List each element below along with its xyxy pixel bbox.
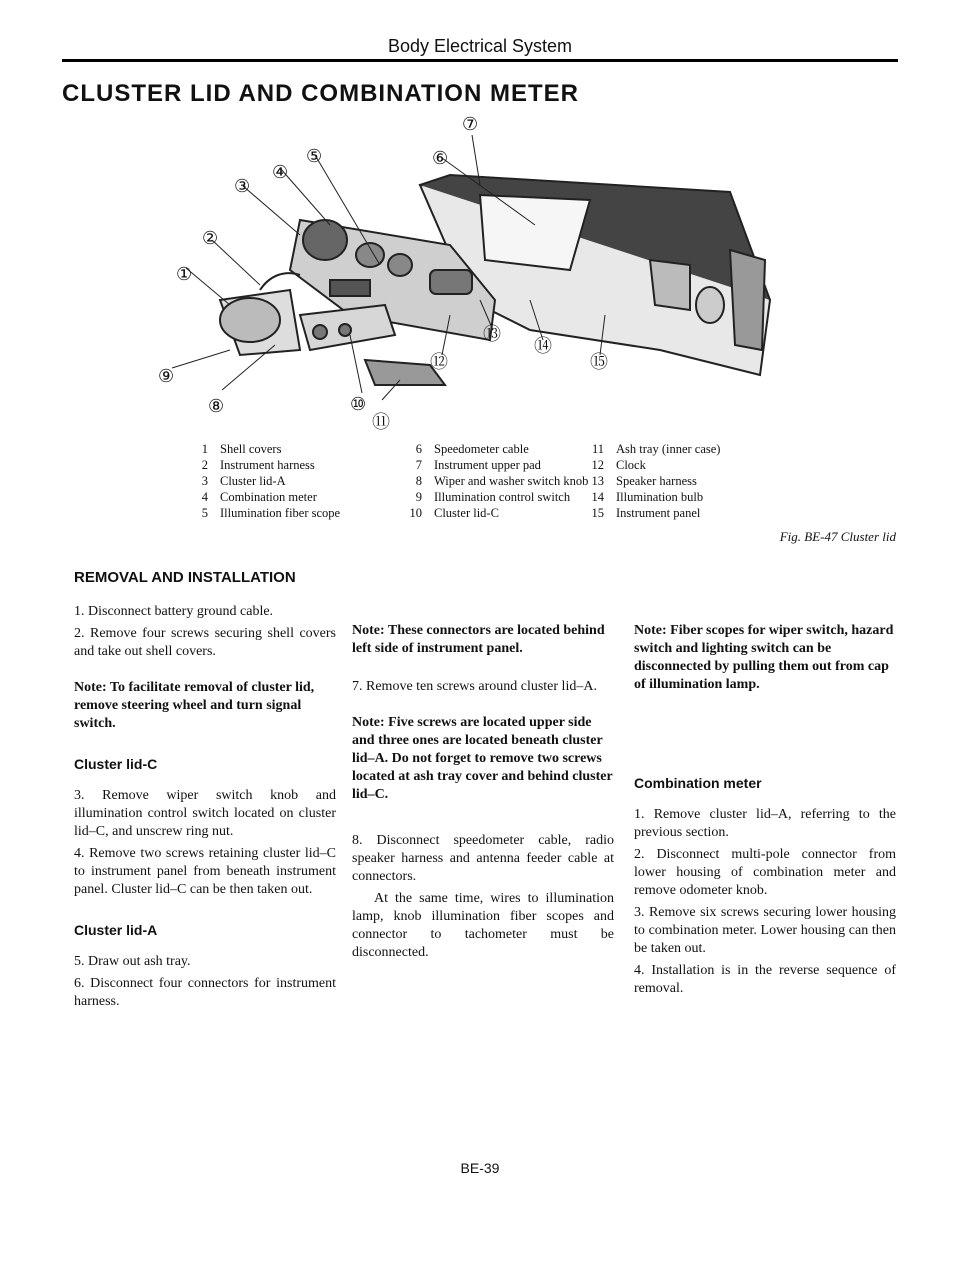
step-1: 1. Disconnect battery ground cable.: [74, 604, 274, 619]
legend-column-3: [582, 441, 720, 521]
running-header: Body Electrical System: [387, 36, 573, 56]
figure-caption: Fig. BE-47 Cluster lid: [779, 529, 896, 544]
legend-column-1: [186, 441, 340, 521]
legend-item: 8 Wiper and washer switch knob: [415, 474, 589, 488]
step-1: 1. Remove cluster lid–A, referring to the previous section.: [634, 807, 896, 840]
step-4: 4. Remove two screws retaining cluster lid–C to instrument panel from beneath instrument panel. Cluster lid–C can be then taken out.: [74, 846, 336, 897]
legend-column-2: [400, 441, 588, 521]
legend-item: 5 Illumination fiber scope: [201, 506, 341, 520]
step-2: 2. Disconnect multi-pole connector from lower housing of combination meter and remove odometer knob.: [634, 847, 896, 898]
note: Note: Fiber scopes for wiper switch, hazard switch and lighting switch can be disconnected by pulling them out from cap of illumination lamp.: [634, 623, 894, 692]
text-column-3: [634, 622, 896, 1002]
text-column-1: [74, 568, 336, 1015]
legend-item: 11 Ash tray (inner case): [591, 442, 721, 456]
note: Note: Five screws are located upper side and three ones are located beneath cluster lid–A. Do not forget to remove two screws located at ash tray cover and behind cluster lid–C.: [352, 715, 613, 802]
legend-item: 10 Cluster lid-C: [409, 506, 499, 520]
callout-6: ⑥: [432, 148, 449, 169]
legend-item: 2 Instrument harness: [201, 458, 315, 472]
legend-item: 6 Speedometer cable: [415, 442, 529, 456]
callout-4: ④: [272, 162, 289, 183]
step-6: 6. Disconnect four connectors for instrument harness.: [74, 976, 336, 1009]
callout-14: ⑭: [534, 336, 552, 357]
legend-item: 15 Instrument panel: [591, 506, 701, 520]
step-3: 3. Remove six screws securing lower housing to combination meter. Lower housing can then be taken out.: [634, 905, 896, 956]
cluster-lid-c-drawing: [300, 305, 395, 350]
text-column-2: [352, 622, 614, 966]
shell-covers-drawing: [220, 273, 300, 355]
legend-item: 1 Shell covers: [201, 442, 282, 456]
step-7: 7. Remove ten screws around cluster lid–A.: [352, 679, 597, 694]
callout-13: ⑬: [483, 324, 501, 345]
step-3: 3. Remove wiper switch knob and illumination control switch located on cluster lid–C, and unscrew ring nut.: [74, 788, 336, 839]
legend-item: 3 Cluster lid-A: [201, 474, 286, 488]
subsection-heading: Combination meter: [634, 775, 762, 791]
callout-5: ⑤: [306, 146, 323, 167]
legend-item: 14 Illumination bulb: [591, 490, 704, 504]
header-rule: [62, 59, 898, 62]
callout-1: ①: [176, 264, 193, 285]
callout-10: ⑩: [350, 394, 367, 415]
legend-item: 13 Speaker harness: [591, 474, 697, 488]
step-8: 8. Disconnect speedometer cable, radio speaker harness and antenna feeder cable at connectors.: [352, 833, 614, 884]
page-number: BE-39: [460, 1160, 500, 1176]
callout-2: ②: [202, 228, 219, 249]
subsection-heading: Cluster lid-C: [74, 756, 158, 772]
callout-8: ⑧: [208, 396, 225, 417]
callout-7: ⑦: [462, 114, 479, 135]
section-heading: REMOVAL AND INSTALLATION: [74, 569, 296, 586]
legend-item: 7 Instrument upper pad: [415, 458, 541, 472]
page-title: CLUSTER LID AND COMBINATION METER: [62, 80, 579, 107]
note: Note: To facilitate removal of cluster lid, remove steering wheel and turn signal switch.: [74, 680, 315, 731]
cluster-lid-exploded-diagram: [150, 100, 790, 430]
step-4: 4. Installation is in the reverse sequence of removal.: [634, 963, 896, 996]
callout-9: ⑨: [158, 366, 175, 387]
callout-11: ⑪: [372, 412, 390, 430]
step-8-continued: At the same time, wires to illumination lamp, knob illumination fiber scopes and connector to tachometer must be disconnected.: [352, 891, 614, 960]
subsection-heading: Cluster lid-A: [74, 922, 158, 938]
step-5: 5. Draw out ash tray.: [74, 954, 191, 969]
legend-item: 9 Illumination control switch: [415, 490, 571, 504]
legend-item: 4 Combination meter: [201, 490, 317, 504]
legend-item: 12 Clock: [591, 458, 646, 472]
callout-15: ⑮: [590, 352, 608, 373]
callout-3: ③: [234, 176, 251, 197]
step-2: 2. Remove four screws securing shell covers and take out shell covers.: [74, 626, 336, 659]
callout-12: ⑫: [430, 352, 448, 373]
note: Note: These connectors are located behind left side of instrument panel.: [352, 623, 605, 656]
